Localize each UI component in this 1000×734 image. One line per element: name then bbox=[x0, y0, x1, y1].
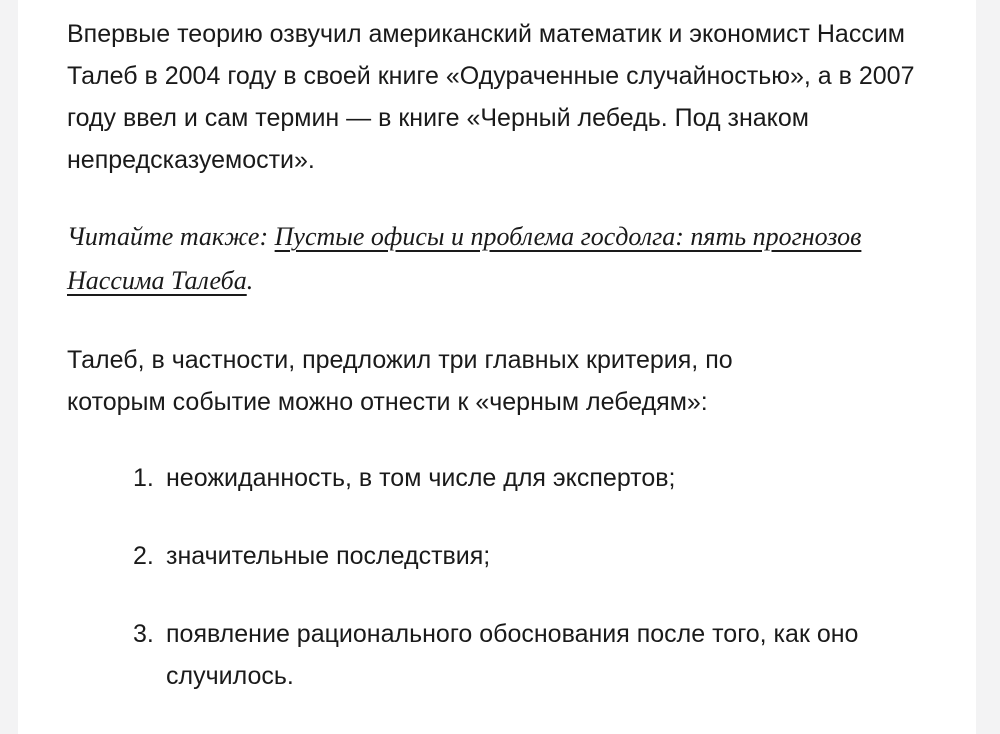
list-item bbox=[67, 457, 896, 499]
read-also-prefix: Читайте также: bbox=[67, 222, 275, 251]
list-item-number: 1. bbox=[133, 464, 154, 492]
paragraph-intro: Впервые теорию озвучил американский математик и экономист Нассим Талеб в 2004 году в своей книге «Одураченные случайностью», а в 2007 году ввел и сам термин — в книге «Черный лебедь. Под знаком непредсказуемости». bbox=[67, 20, 915, 174]
list-item-text: неожиданность, в том числе для экспертов; bbox=[166, 464, 676, 492]
read-also-link[interactable]: Пустые офисы и проблема госдолга: пять прогнозов Нассима Талеба bbox=[67, 222, 862, 295]
criteria-list bbox=[67, 457, 947, 697]
list-item-number: 3. bbox=[133, 620, 154, 648]
article-body bbox=[67, 13, 947, 697]
paragraph-criteria-intro: Талеб, в частности, предложил три главных критерия, по которым событие можно отнести к «черным лебедям»: bbox=[67, 346, 733, 416]
read-also bbox=[67, 215, 867, 303]
list-item-text: значительные последствия; bbox=[166, 542, 491, 570]
list-item-text: появление рационального обоснования после того, как оно случилось. bbox=[166, 620, 859, 690]
list-item bbox=[67, 613, 896, 697]
list-item-number: 2. bbox=[133, 542, 154, 570]
list-item bbox=[67, 535, 896, 577]
article-page bbox=[18, 0, 976, 734]
read-also-suffix: . bbox=[246, 266, 254, 295]
